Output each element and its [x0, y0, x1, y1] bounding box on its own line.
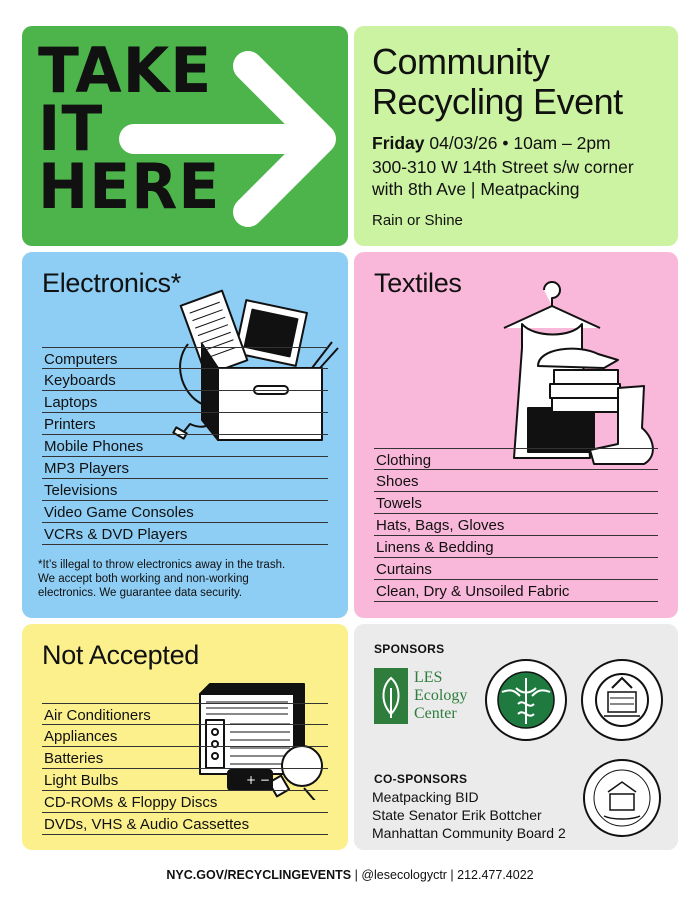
note-line-2: We accept both working and non-working [38, 573, 249, 585]
note-line-3: electronics. We guarantee data security. [38, 587, 243, 599]
list-item: Air Conditioners [42, 703, 328, 725]
list-item: DVDs, VHS & Audio Cassettes [42, 813, 328, 835]
event-weather: Rain or Shine [372, 212, 463, 229]
list-item: Hats, Bags, Gloves [374, 514, 658, 536]
les-ecology-center-logo [374, 668, 467, 724]
list-item: Curtains [374, 558, 658, 580]
hero-line-3: HERE [38, 150, 221, 224]
address-line-2: with 8th Ave | Meatpacking [372, 179, 580, 199]
les-logo-text [414, 669, 467, 723]
event-address [372, 156, 634, 200]
list-item: Computers [42, 347, 328, 369]
take-it-here-panel [22, 26, 348, 246]
list-item: VCRs & DVD Players [42, 523, 328, 545]
list-item: MP3 Players [42, 457, 328, 479]
textiles-title: Textiles [374, 268, 462, 298]
list-item: Meatpacking BID [372, 789, 479, 805]
footer-contact: | @lesecologyctr | 212.477.4022 [351, 868, 534, 882]
cosponsors-list [372, 788, 566, 842]
textiles-panel [354, 252, 678, 618]
event-title-line-1: Community [372, 41, 550, 82]
footer [0, 868, 700, 882]
electronics-title: Electronics* [42, 268, 181, 298]
list-item: Clean, Dry & Unsoiled Fabric [374, 580, 658, 602]
list-item: Laptops [42, 391, 328, 413]
les-logo-line-3: Center [414, 705, 457, 722]
electronics-panel [22, 252, 348, 618]
event-info-panel [354, 26, 678, 246]
sponsors-heading: SPONSORS [374, 642, 445, 656]
event-date [372, 132, 611, 154]
cosponsors-heading: CO-SPONSORS [374, 772, 468, 786]
list-item: Video Game Consoles [42, 501, 328, 523]
list-item: Televisions [42, 479, 328, 501]
list-item: Light Bulbs [42, 769, 328, 791]
list-item: Appliances [42, 725, 328, 747]
electronics-list [42, 347, 328, 545]
dsny-seal-icon [484, 658, 568, 742]
nys-senate-seal-icon [582, 758, 662, 838]
les-logo-line-1: LES [414, 669, 443, 686]
list-item: Towels [374, 492, 658, 514]
list-item: Shoes [374, 470, 658, 492]
electronics-note [38, 558, 338, 600]
note-line-1: *It’s illegal to throw electronics away in the trash. [38, 559, 286, 571]
list-item: CD-ROMs & Floppy Discs [42, 791, 328, 813]
not-accepted-title: Not Accepted [42, 640, 200, 670]
arrow-right-icon [118, 44, 343, 234]
event-title [372, 42, 623, 122]
les-logo-line-2: Ecology [414, 687, 468, 704]
list-item: State Senator Erik Bottcher [372, 807, 542, 823]
address-line-1: 300-310 W 14th Street s/w corner [372, 157, 634, 177]
list-item: Linens & Bedding [374, 536, 658, 558]
list-item: Clothing [374, 448, 658, 470]
nyc-council-seal-icon [580, 658, 664, 742]
list-item: Keyboards [42, 369, 328, 391]
svg-text:+ −: + − [246, 773, 270, 787]
sponsors-panel [354, 624, 678, 850]
list-item: Manhattan Community Board 2 [372, 825, 566, 841]
textiles-list [374, 448, 658, 602]
event-title-line-2: Recycling Event [372, 81, 623, 122]
not-accepted-list [42, 703, 328, 835]
list-item: Printers [42, 413, 328, 435]
hero-line-1: TAKE [38, 34, 213, 108]
list-item: Batteries [42, 747, 328, 769]
not-accepted-panel [22, 624, 348, 850]
event-day: Friday [372, 133, 425, 153]
event-date-time: 04/03/26 • 10am – 2pm [424, 133, 611, 153]
hero-line-2: IT [38, 92, 104, 166]
footer-url[interactable]: NYC.GOV/RECYCLINGEVENTS [166, 868, 352, 882]
list-item: Mobile Phones [42, 435, 328, 457]
leaf-icon [374, 668, 408, 724]
